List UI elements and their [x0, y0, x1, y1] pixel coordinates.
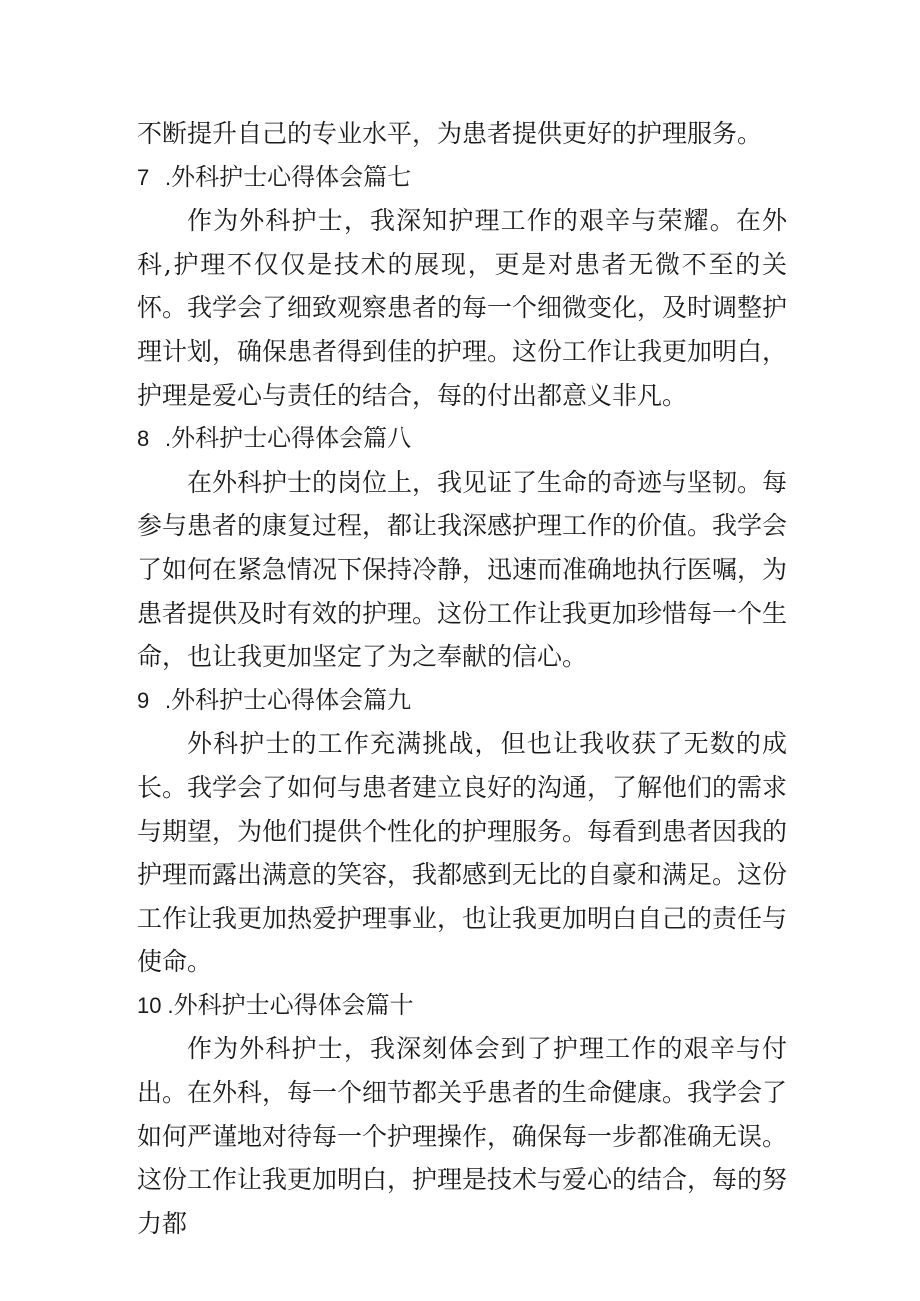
- section-heading-8: [137, 417, 787, 461]
- section-heading-9: [137, 679, 787, 723]
- section-number: 8: [137, 426, 150, 452]
- section-separator: .: [165, 164, 172, 190]
- section-body-7: 作为外科护士，我深知护理工作的艰辛与荣耀。在外科,护理不仅仅是技术的展现，更是对患者无微不至的关怀。我学会了细致观察患者的每一个细微变化，及时调整护理计划，确保患者得到佳的护理。这份工作让我更加明白，护理是爱心与责任的结合，每的付出都意义非凡。: [137, 206, 788, 410]
- section-separator: .: [167, 992, 174, 1018]
- section-heading-10: [137, 984, 787, 1028]
- section-separator: .: [165, 687, 172, 713]
- section-title: 外科护士心得体会篇七: [171, 162, 412, 191]
- document-body: [137, 112, 787, 1245]
- section-body-8: 在外科护士的岗位上，我见证了生命的奇迹与坚韧。每参与患者的康复过程，都让我深感护理工作的价值。我学会了如何在紧急情况下保持冷静，迅速而准确地执行医嘱，为患者提供及时有效的护理。这份工作让我更加珍惜每一个生命，也让我更加坚定了为之奉献的信心。: [137, 467, 788, 672]
- section-separator: .: [165, 426, 172, 452]
- section-title: 外科护士心得体会篇八: [171, 424, 412, 453]
- section-number: 7: [137, 164, 150, 190]
- section-number: 10: [137, 992, 162, 1018]
- section-body-10: 作为外科护士，我深刻体会到了护理工作的艰辛与付出。在外科，每一个细节都关乎患者的生命健康。我学会了如何严谨地对待每一个护理操作，确保每一步都准确无误。: [137, 1034, 788, 1151]
- trailing-paragraph: 这份工作让我更加明白，护理是技术与爱心的结合，每的努力都: [137, 1165, 788, 1238]
- section-title: 外科护士心得体会篇十: [173, 990, 414, 1019]
- intro-tail-paragraph: 不断提升自己的专业水平，为患者提供更好的护理服务。: [137, 119, 763, 148]
- section-body-9: 外科护士的工作充满挑战，但也让我收获了无数的成长。我学会了如何与患者建立良好的沟通，了解他们的需求与期望，为他们提供个性化的护理服务。每看到患者因我的护理而露出满意的笑容，我都感到无比的自豪和满足。这份工作让我更加热爱护理事业，也让我更加明白自己的责任与使命。: [137, 729, 788, 977]
- section-heading-7: [137, 156, 787, 200]
- section-number: 9: [137, 687, 150, 713]
- section-title: 外科护士心得体会篇九: [171, 685, 412, 714]
